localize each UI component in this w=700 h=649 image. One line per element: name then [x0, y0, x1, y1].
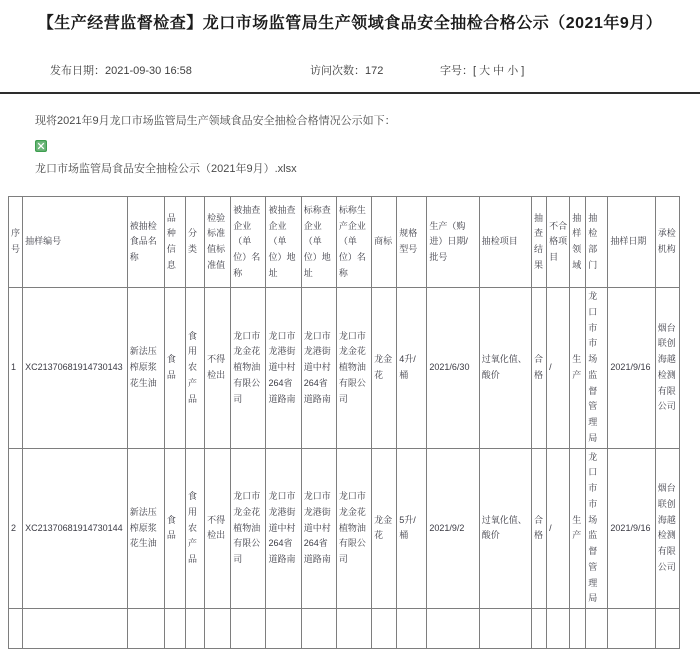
attachment-file-link[interactable]: 龙口市场监管局食品安全抽检公示（2021年9月）.xlsx: [35, 163, 297, 176]
table-cell: [570, 609, 586, 649]
table-row: [9, 288, 680, 449]
col-header-index: 序号: [9, 197, 23, 288]
table-cell: 食品: [164, 288, 185, 449]
table-cell: 2: [9, 448, 23, 609]
table-cell: /: [547, 448, 570, 609]
table-cell: 合格: [532, 288, 547, 449]
table-cell: 食用农产品: [186, 448, 205, 609]
col-header-inspected-enterprise-name: 被抽查企业（单位）名称: [231, 197, 266, 288]
table-cell: 食用农产品: [186, 288, 205, 449]
table-cell: [231, 609, 266, 649]
table-cell: [164, 609, 185, 649]
table-cell: [586, 609, 608, 649]
table-cell: 龙口市龙港街道中村264省道路南: [266, 448, 301, 609]
visit-count: [310, 62, 383, 78]
table-cell: 龙口市龙港街道中村264省道路南: [266, 288, 301, 449]
col-header-sampling-field: 抽样领域: [570, 197, 586, 288]
col-header-labeled-enterprise-address: 标称查企业（单位）地址: [301, 197, 336, 288]
table-row: [9, 609, 680, 649]
publish-date-value: 2021-09-30 16:58: [105, 65, 192, 78]
table-cell: 烟台联创海越检测有限公司: [655, 288, 679, 449]
table-cell: 龙口市龙港街道中村264省道路南: [301, 448, 336, 609]
table-cell: 2021/9/16: [608, 448, 655, 609]
table-cell: 烟台联创海越检测有限公司: [655, 448, 679, 609]
table-cell: [127, 609, 164, 649]
table-cell: 龙口市龙金花植物油有限公司: [231, 448, 266, 609]
table-cell: 龙口市龙金花植物油有限公司: [336, 288, 371, 449]
table-header-row: [9, 197, 680, 288]
table-row: [9, 448, 680, 609]
col-header-food-name: 被抽检食品名称: [127, 197, 164, 288]
table-cell: [301, 609, 336, 649]
col-header-inspection-department: 抽检部门: [586, 197, 608, 288]
table-cell: 2021/9/2: [427, 448, 479, 609]
col-header-trademark: 商标: [372, 197, 397, 288]
meta-row: [0, 62, 700, 77]
page-title: 【生产经营监督检查】龙口市场监管局生产领域食品安全抽检合格公示（2021年9月）: [37, 15, 663, 32]
table-cell: 过氧化值、酸价: [479, 288, 531, 449]
table-cell: 不得检出: [205, 448, 231, 609]
table-cell: [205, 609, 231, 649]
table-cell: 过氧化值、酸价: [479, 448, 531, 609]
inspection-results-table: [8, 196, 680, 649]
table-cell: [655, 609, 679, 649]
table-cell: 新法压榨原浆花生油: [127, 448, 164, 609]
publish-date: [50, 62, 192, 78]
col-header-standard-value: 检验标准值标准值: [205, 197, 231, 288]
table-cell: [547, 609, 570, 649]
table-cell: 合格: [532, 448, 547, 609]
col-header-spec-model: 规格型号: [397, 197, 427, 288]
font-size-control[interactable]: [440, 62, 524, 78]
table-cell: 2021/9/16: [608, 288, 655, 449]
col-header-variety-info: 品种信息: [164, 197, 185, 288]
col-header-sample-number: 抽样编号: [23, 197, 128, 288]
table-cell: [372, 609, 397, 649]
excel-file-icon[interactable]: [35, 139, 47, 156]
col-header-inspection-result: 抽查结果: [532, 197, 547, 288]
table-cell: [266, 609, 301, 649]
table-cell: [479, 609, 531, 649]
table-cell: 生产: [570, 448, 586, 609]
table-cell: 龙金花: [372, 448, 397, 609]
table-cell: 4升/桶: [397, 288, 427, 449]
col-header-failed-items: 不合格项目: [547, 197, 570, 288]
table-cell: 龙口市市场监督管理局: [586, 448, 608, 609]
table-cell: [186, 609, 205, 649]
table-cell: XC21370681914730144: [23, 448, 128, 609]
table-cell: 新法压榨原浆花生油: [127, 288, 164, 449]
table-cell: 龙口市龙港街道中村264省道路南: [301, 288, 336, 449]
table-cell: 龙口市龙金花植物油有限公司: [231, 288, 266, 449]
table-cell: [9, 609, 23, 649]
table-cell: 龙金花: [372, 288, 397, 449]
col-header-category: 分类: [186, 197, 205, 288]
visit-count-label: 访问次数：: [310, 65, 365, 78]
table-cell: /: [547, 288, 570, 449]
table-cell: [397, 609, 427, 649]
col-header-sampling-date: 抽样日期: [608, 197, 655, 288]
table-cell: 龙口市市场监督管理局: [586, 288, 608, 449]
font-size-label: 字号：: [440, 65, 473, 78]
table-cell: 食品: [164, 448, 185, 609]
visit-count-value: 172: [365, 65, 384, 78]
col-header-labeled-producer-name: 标称生产企业（单位）名称: [336, 197, 371, 288]
table-cell: [608, 609, 655, 649]
table-cell: [336, 609, 371, 649]
font-size-options[interactable]: [ 大 中 小 ]: [473, 65, 525, 78]
table-cell: 生产: [570, 288, 586, 449]
intro-text: 现将2021年9月龙口市场监管局生产领域食品安全抽检合格情况公示如下：: [35, 115, 396, 128]
table-cell: 5升/桶: [397, 448, 427, 609]
table-body: [9, 288, 680, 649]
table-cell: 2021/6/30: [427, 288, 479, 449]
table-cell: 龙口市龙金花植物油有限公司: [336, 448, 371, 609]
table-cell: XC21370681914730143: [23, 288, 128, 449]
divider-line: [0, 92, 700, 94]
col-header-testing-agency: 承检机构: [655, 197, 679, 288]
table-cell: [532, 609, 547, 649]
table-cell: [427, 609, 479, 649]
table-cell: 1: [9, 288, 23, 449]
table-cell: [23, 609, 128, 649]
table-cell: 不得检出: [205, 288, 231, 449]
publish-date-label: 发布日期：: [50, 65, 105, 78]
col-header-inspection-items: 抽检项目: [479, 197, 531, 288]
col-header-inspected-enterprise-address: 被抽查企业（单位）地址: [266, 197, 301, 288]
col-header-production-date-batch: 生产（购进）日期/批号: [427, 197, 479, 288]
